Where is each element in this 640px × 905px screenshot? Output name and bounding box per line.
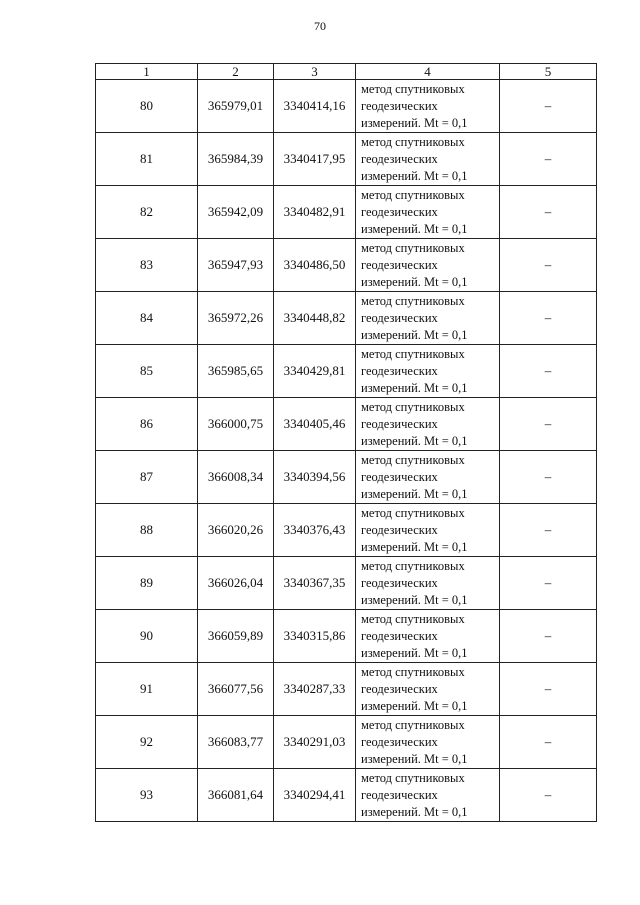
table-row — [96, 186, 597, 239]
y-coordinate-cell: 3340486,50 — [274, 239, 356, 292]
header-col-4: 4 — [356, 64, 500, 80]
note-cell: – — [500, 345, 597, 398]
table-row — [96, 80, 597, 133]
point-number-cell: 83 — [96, 239, 198, 292]
x-coordinate-cell: 365942,09 — [198, 186, 274, 239]
method-cell — [356, 292, 500, 345]
method-line: измерений. Mt = 0,1 — [361, 645, 468, 660]
method-line: метод спутниковых — [361, 187, 465, 202]
x-coordinate-cell: 366000,75 — [198, 398, 274, 451]
note-cell: – — [500, 610, 597, 663]
point-number-cell: 89 — [96, 557, 198, 610]
point-number-cell: 81 — [96, 133, 198, 186]
method-line: измерений. Mt = 0,1 — [361, 221, 468, 236]
method-line: геодезических — [361, 628, 438, 643]
method-cell — [356, 186, 500, 239]
method-line: измерений. Mt = 0,1 — [361, 433, 468, 448]
method-cell — [356, 716, 500, 769]
table-body — [96, 80, 597, 822]
header-col-3: 3 — [274, 64, 356, 80]
y-coordinate-cell: 3340291,03 — [274, 716, 356, 769]
note-cell: – — [500, 186, 597, 239]
y-coordinate-cell: 3340367,35 — [274, 557, 356, 610]
method-line: геодезических — [361, 416, 438, 431]
y-coordinate-cell: 3340294,41 — [274, 769, 356, 822]
note-cell: – — [500, 239, 597, 292]
method-line: геодезических — [361, 734, 438, 749]
note-cell: – — [500, 504, 597, 557]
table-row — [96, 345, 597, 398]
point-number-cell: 91 — [96, 663, 198, 716]
method-cell — [356, 610, 500, 663]
table-row — [96, 292, 597, 345]
method-line: геодезических — [361, 681, 438, 696]
point-number-cell: 90 — [96, 610, 198, 663]
method-line: метод спутниковых — [361, 240, 465, 255]
note-cell: – — [500, 80, 597, 133]
table-row — [96, 239, 597, 292]
x-coordinate-cell: 366026,04 — [198, 557, 274, 610]
y-coordinate-cell: 3340315,86 — [274, 610, 356, 663]
method-line: метод спутниковых — [361, 664, 465, 679]
method-cell — [356, 239, 500, 292]
note-cell: – — [500, 663, 597, 716]
method-line: метод спутниковых — [361, 717, 465, 732]
method-cell — [356, 504, 500, 557]
x-coordinate-cell: 366081,64 — [198, 769, 274, 822]
point-number-cell: 84 — [96, 292, 198, 345]
table-row — [96, 451, 597, 504]
table-row — [96, 663, 597, 716]
y-coordinate-cell: 3340414,16 — [274, 80, 356, 133]
method-line: геодезических — [361, 363, 438, 378]
method-line: геодезических — [361, 522, 438, 537]
point-number-cell: 93 — [96, 769, 198, 822]
method-line: метод спутниковых — [361, 770, 465, 785]
method-line: измерений. Mt = 0,1 — [361, 592, 468, 607]
x-coordinate-cell: 366059,89 — [198, 610, 274, 663]
y-coordinate-cell: 3340287,33 — [274, 663, 356, 716]
x-coordinate-cell: 366083,77 — [198, 716, 274, 769]
table-row — [96, 557, 597, 610]
method-line: геодезических — [361, 310, 438, 325]
table-row — [96, 504, 597, 557]
method-line: геодезических — [361, 204, 438, 219]
header-col-2: 2 — [198, 64, 274, 80]
method-line: метод спутниковых — [361, 346, 465, 361]
y-coordinate-cell: 3340448,82 — [274, 292, 356, 345]
x-coordinate-cell: 366020,26 — [198, 504, 274, 557]
point-number-cell: 82 — [96, 186, 198, 239]
method-line: измерений. Mt = 0,1 — [361, 327, 468, 342]
x-coordinate-cell: 365972,26 — [198, 292, 274, 345]
x-coordinate-cell: 365985,65 — [198, 345, 274, 398]
method-line: геодезических — [361, 257, 438, 272]
y-coordinate-cell: 3340405,46 — [274, 398, 356, 451]
x-coordinate-cell: 365984,39 — [198, 133, 274, 186]
method-line: метод спутниковых — [361, 505, 465, 520]
method-line: геодезических — [361, 151, 438, 166]
method-cell — [356, 769, 500, 822]
x-coordinate-cell: 366077,56 — [198, 663, 274, 716]
method-line: метод спутниковых — [361, 452, 465, 467]
method-line: метод спутниковых — [361, 81, 465, 96]
method-cell — [356, 80, 500, 133]
method-line: измерений. Mt = 0,1 — [361, 380, 468, 395]
method-line: метод спутниковых — [361, 134, 465, 149]
x-coordinate-cell: 366008,34 — [198, 451, 274, 504]
note-cell: – — [500, 133, 597, 186]
y-coordinate-cell: 3340376,43 — [274, 504, 356, 557]
header-col-5: 5 — [500, 64, 597, 80]
y-coordinate-cell: 3340429,81 — [274, 345, 356, 398]
point-number-cell: 88 — [96, 504, 198, 557]
method-line: геодезических — [361, 98, 438, 113]
y-coordinate-cell: 3340394,56 — [274, 451, 356, 504]
method-line: метод спутниковых — [361, 558, 465, 573]
table-row — [96, 610, 597, 663]
method-line: измерений. Mt = 0,1 — [361, 274, 468, 289]
header-col-1: 1 — [96, 64, 198, 80]
table-header-row — [96, 64, 597, 80]
method-cell — [356, 345, 500, 398]
y-coordinate-cell: 3340482,91 — [274, 186, 356, 239]
table-row — [96, 716, 597, 769]
method-line: измерений. Mt = 0,1 — [361, 698, 468, 713]
method-cell — [356, 663, 500, 716]
point-number-cell: 92 — [96, 716, 198, 769]
page-number: 70 — [314, 19, 326, 33]
method-cell — [356, 398, 500, 451]
x-coordinate-cell: 365979,01 — [198, 80, 274, 133]
method-line: измерений. Mt = 0,1 — [361, 115, 468, 130]
method-cell — [356, 133, 500, 186]
method-line: измерений. Mt = 0,1 — [361, 486, 468, 501]
method-line: метод спутниковых — [361, 399, 465, 414]
method-line: геодезических — [361, 469, 438, 484]
method-line: измерений. Mt = 0,1 — [361, 539, 468, 554]
y-coordinate-cell: 3340417,95 — [274, 133, 356, 186]
method-cell — [356, 451, 500, 504]
note-cell: – — [500, 292, 597, 345]
method-line: измерений. Mt = 0,1 — [361, 804, 468, 819]
method-line: измерений. Mt = 0,1 — [361, 168, 468, 183]
note-cell: – — [500, 769, 597, 822]
note-cell: – — [500, 716, 597, 769]
method-line: метод спутниковых — [361, 611, 465, 626]
method-line: измерений. Mt = 0,1 — [361, 751, 468, 766]
x-coordinate-cell: 365947,93 — [198, 239, 274, 292]
coordinates-table — [95, 63, 597, 822]
point-number-cell: 86 — [96, 398, 198, 451]
note-cell: – — [500, 398, 597, 451]
method-line: геодезических — [361, 787, 438, 802]
point-number-cell: 87 — [96, 451, 198, 504]
note-cell: – — [500, 451, 597, 504]
point-number-cell: 85 — [96, 345, 198, 398]
point-number-cell: 80 — [96, 80, 198, 133]
table-row — [96, 133, 597, 186]
table-row — [96, 769, 597, 822]
method-line: геодезических — [361, 575, 438, 590]
method-line: метод спутниковых — [361, 293, 465, 308]
table-row — [96, 398, 597, 451]
method-cell — [356, 557, 500, 610]
note-cell: – — [500, 557, 597, 610]
